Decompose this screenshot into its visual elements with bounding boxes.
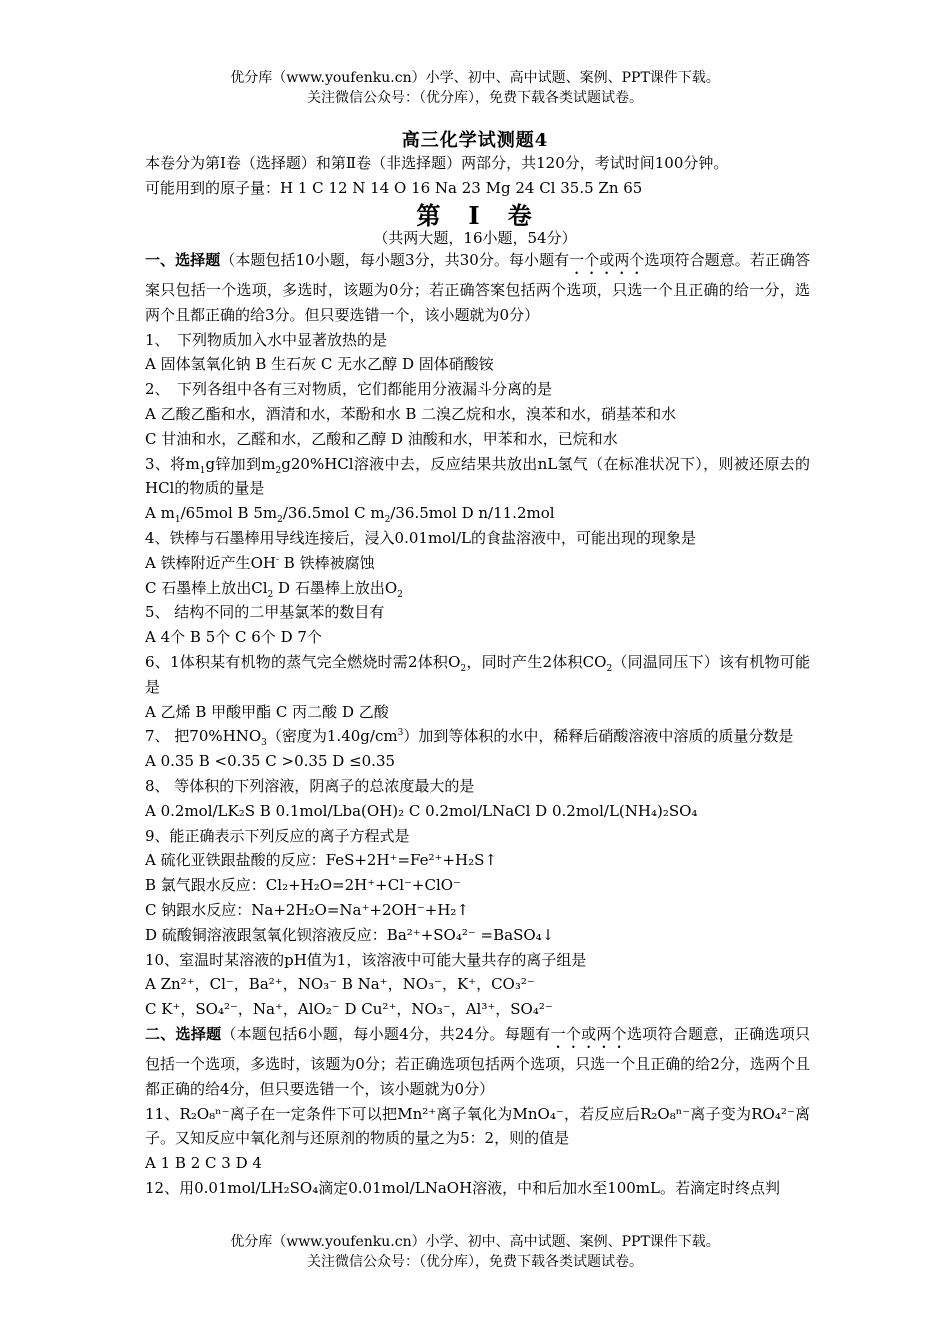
part-title: 第 Ⅰ 卷 xyxy=(416,201,534,230)
question-2-options-a: A 乙酸乙酯和水，酒清和水，苯酚和水 B 二溴乙烷和水，溴苯和水，硝基苯和水 xyxy=(145,404,677,423)
question-list xyxy=(145,248,810,1201)
question-2: 2、 下列各组中各有三对物质，它们都能用分液漏斗分离的是 xyxy=(145,380,553,399)
question-7-options: A 0.35 B <0.35 C >0.35 D ≤0.35 xyxy=(145,752,396,771)
question-5: 5、 结构不同的二甲基氯苯的数目有 xyxy=(145,603,385,622)
question-6: 6、1体积某有机物的蒸气完全燃烧时需2体积$O_2$，同时产生2体积$CO_2$（同温同压下）该有机物可能是 xyxy=(145,652,810,696)
atomic-masses: 可能用到的原子量：H 1 C 12 N 14 O 16 Na 23 Mg 24 Cl 35.5 Zn 65 xyxy=(145,178,643,197)
question-3-options: A $m_1/65mol$ B $5m_2/36.5mol$ C $m_2/36.5mol$ D n/11.2mol xyxy=(145,504,555,526)
exam-intro xyxy=(145,151,810,201)
footer-line-2: 关注微信公众号：（优分库），免费下载各类试题试卷。 xyxy=(307,1254,643,1270)
question-10-options-b: C K⁺，SO₄²⁻，Na⁺，AlO₂⁻ D Cu²⁺，NO₃⁻，Al³⁺，SO₄²⁻ xyxy=(145,1000,553,1019)
emphasis-text: 一个或两个 xyxy=(550,1024,627,1043)
question-10: 10、室温时某溶液的pH值为1，该溶液中可能大量共存的离子组是 xyxy=(145,950,587,969)
footer-line-1: 优分库（www.youfenku.cn）小学、初中、高中试题、案例、PPT课件下载。 xyxy=(230,1234,720,1250)
question-9-option-a: A 硫化亚铁跟盐酸的反应：FeS+2H⁺=Fe²⁺+H₂S↑ xyxy=(145,851,497,870)
intro-line: 本卷分为第Ⅰ卷（选择题）和第Ⅱ卷（非选择题）两部分，共120分，考试时间100分钟。 xyxy=(145,154,729,172)
question-5-options: A 4个 B 5个 C 6个 D 7个 xyxy=(145,628,322,647)
question-4: 4、铁棒与石墨棒用导线连接后，浸入0.01mol/L的食盐溶液中，可能出现的现象是 xyxy=(145,528,697,547)
question-3: 3、将$m_1g$锌加到$m_2g20\%HCl$溶液中去，反应结果共放出nL氢气（在标准状况下），则被还原去的HCl的物质的量是 xyxy=(145,454,810,498)
question-9-option-b: B 氯气跟水反应：Cl₂+H₂O=2H⁺+Cl⁻+ClO⁻ xyxy=(145,876,461,895)
question-1: 1、 下列物质加入水中显著放热的是 xyxy=(145,330,388,349)
question-4-options-b: C 石墨棒上放出$Cl_2$ D 石墨棒上放出$O_2$ xyxy=(145,578,403,600)
question-11: 11、R₂O₈ⁿ⁻离子在一定条件下可以把Mn²⁺离子氧化为MnO₄⁻，若反应后R₂O₈ⁿ⁻离子变为RO₄²⁻离子。又知反应中氧化剂与还原剂的物质的量之为5：2，则的值是 xyxy=(145,1104,810,1148)
question-7: 7、 把$70\%HNO_3$（密度为$1.40g/cm^3$）加到等体积的水中，稀释后硝酸溶液中溶质的质量分数是 xyxy=(145,727,794,749)
question-2-options-b: C 甘油和水，乙醛和水，乙酸和乙醇 D 油酸和水，甲苯和水，已烷和水 xyxy=(145,429,618,448)
header-line-1: 优分库（www.youfenku.cn）小学、初中、高中试题、案例、PPT课件下载。 xyxy=(230,70,720,86)
section-2-instructions: 二、选择题（本题包括6小题，每小题4分，共24分。每题有一个或两个选项符合题意，正确选项只包括一个选项，多选时，该题为0分；若正确选项包括两个选项，只选一个且正确的给2分，选两个且都正确的给4分，但只要选错一个，该小题就为0分） xyxy=(145,1024,810,1098)
emphasis-text: 一个或两个 xyxy=(569,251,645,269)
question-4-options-a: A 铁棒附近产生OH- B 铁棒被腐蚀 xyxy=(145,553,375,572)
header-line-2: 关注微信公众号：（优分库），免费下载各类试题试卷。 xyxy=(307,90,643,106)
question-9-option-c: C 钠跟水反应：Na+2H₂O=Na⁺+2OH⁻+H₂↑ xyxy=(145,900,470,919)
section-2-label: 二、选择题 xyxy=(145,1024,222,1043)
question-9-option-d: D 硫酸铜溶液跟氢氧化钡溶液反应：Ba²⁺+SO₄²⁻ =BaSO₄↓ xyxy=(145,925,555,944)
question-12: 12、用0.01mol/LH₂SO₄滴定0.01mol/LNaOH溶液，中和后加水至100mL。若滴定时终点判 xyxy=(145,1178,780,1197)
exam-title: 高三化学试测题4 xyxy=(401,130,549,151)
question-11-options: A 1 B 2 C 3 D 4 xyxy=(145,1154,262,1173)
question-10-options-a: A Zn²⁺，Cl⁻，Ba²⁺，NO₃⁻ B Na⁺，NO₃⁻，K⁺，CO₃²⁻ xyxy=(145,975,535,994)
question-8-options: A 0.2mol/LK₂S B 0.1mol/Lba(OH)₂ C 0.2mol/LNaCl D 0.2mol/L(NH₄)₂SO₄ xyxy=(145,801,698,820)
question-9: 9、能正确表示下列反应的离子方程式是 xyxy=(145,826,410,845)
question-8: 8、 等体积的下列溶液，阴离子的总浓度最大的是 xyxy=(145,776,475,795)
question-6-options: A 乙烯 B 甲酸甲酯 C 丙二酸 D 乙酸 xyxy=(145,702,389,721)
section-1-instructions: 一、选择题（本题包括10小题，每小题3分，共30分。每小题有一个或两个选项符合题意。若正确答案只包括一个选项，多选时，该题为0分；若正确答案包括两个选项，只选一个且正确的给一分，选两个且都正确的给3分。但只要选错一个，该小题就为0分） xyxy=(145,251,810,324)
section-1-label: 一、选择题 xyxy=(145,251,221,269)
part-subtitle: （共两大题，16小题，54分） xyxy=(373,229,577,247)
question-1-options: A 固体氢氧化钠 B 生石灰 C 无水乙醇 D 固体硝酸铵 xyxy=(145,355,494,374)
